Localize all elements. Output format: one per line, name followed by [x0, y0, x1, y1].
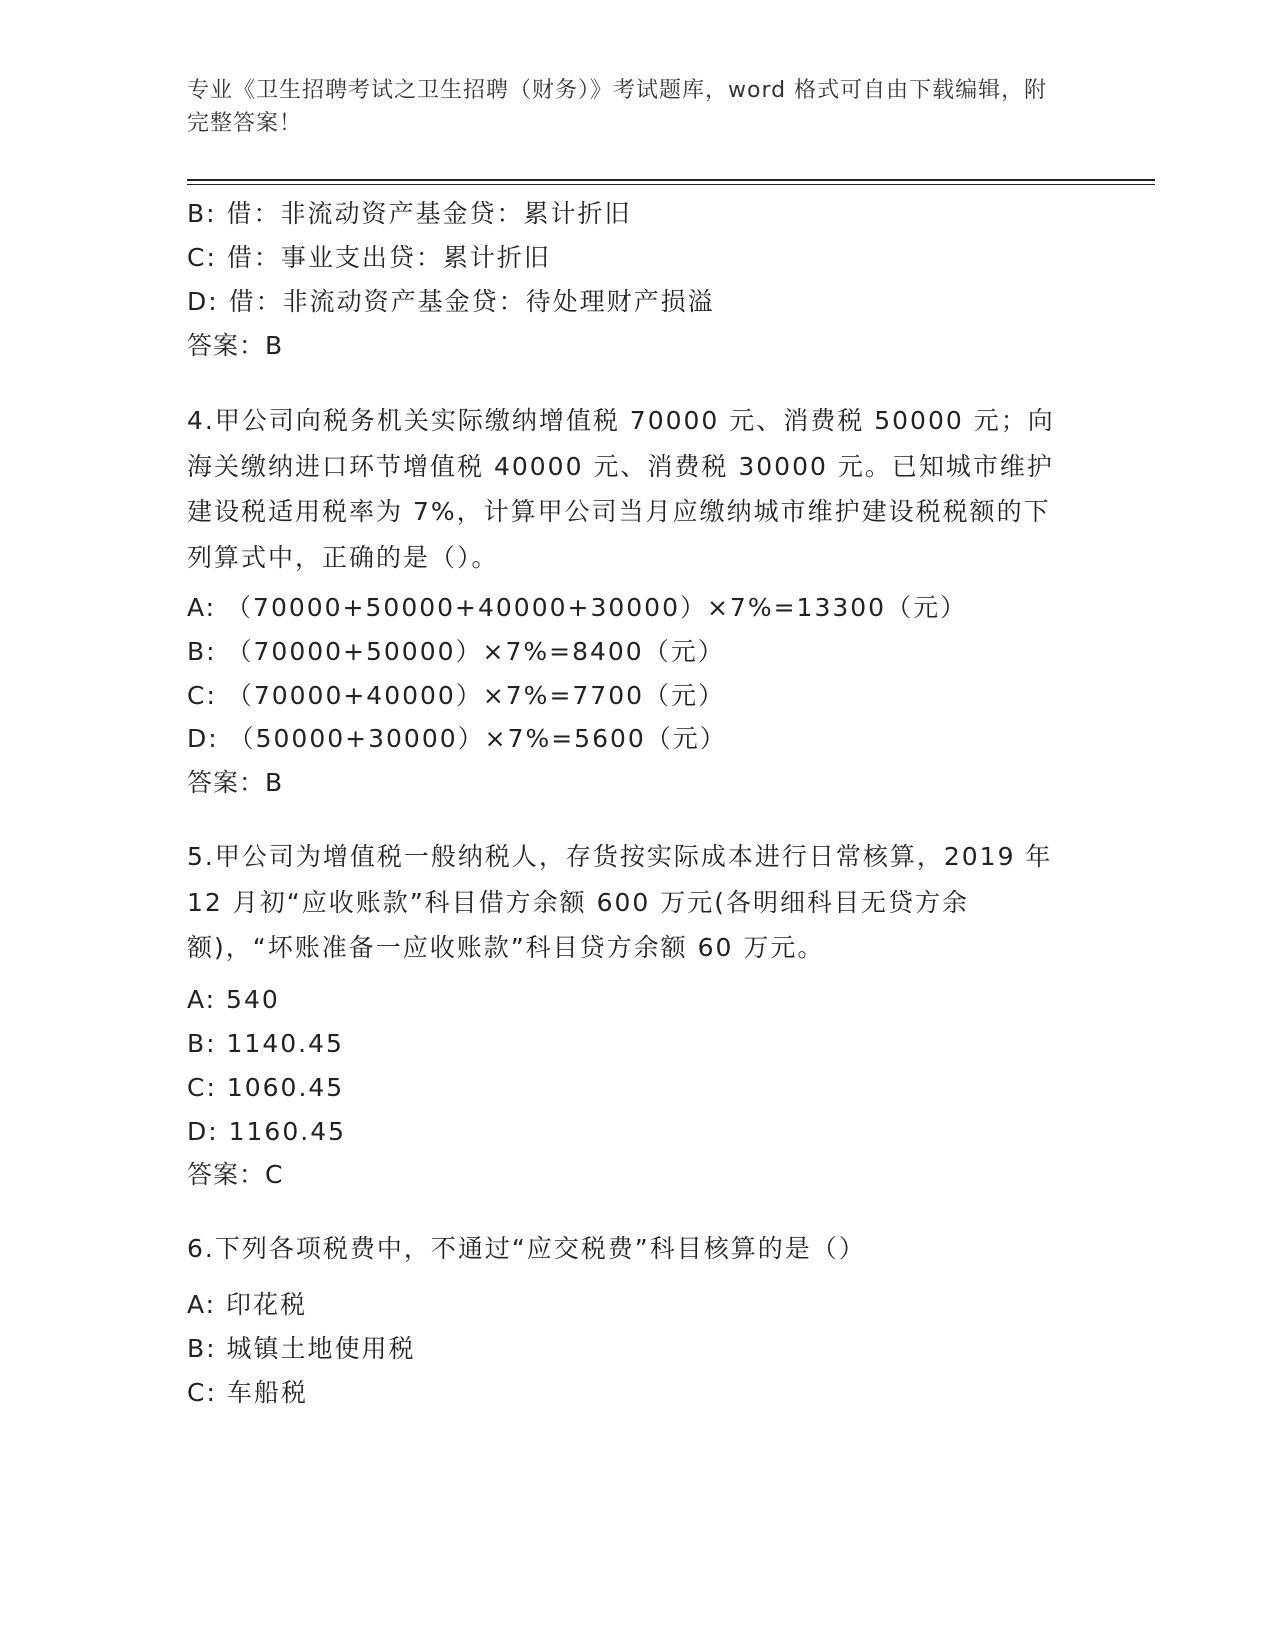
q3-answer: 答案：B	[187, 331, 284, 360]
q4-option-d: D: （50000+30000）×7%=5600（元）	[187, 724, 727, 753]
header-divider-thick	[187, 179, 1155, 181]
q5-option-d: D: 1160.45	[187, 1117, 347, 1146]
q5-answer: 答案：C	[187, 1160, 284, 1189]
q3-option-b: B: 借：非流动资产基金贷：累计折旧	[187, 199, 632, 228]
q4-option-a: A: （70000+50000+40000+30000）×7%=13300（元）	[187, 593, 968, 622]
q6-option-c: C: 车船税	[187, 1378, 308, 1407]
q5-option-b: B: 1140.45	[187, 1029, 344, 1058]
q5-question-text: 5.甲公司为增值税一般纳税人，存货按实际成本进行日常核算，2019 年 12 月初“应收账款”科目借方余额 600 万元(各明细科目无贷方余额)，“坏账准备一应收账款”科目贷方余额 60 万元。	[187, 842, 1053, 962]
q4-answer: 答案：B	[187, 768, 284, 797]
q3-option-d: D: 借：非流动资产基金贷：待处理财产损溢	[187, 287, 715, 316]
q6-option-a: A: 印花税	[187, 1290, 308, 1319]
q4-question-text: 4.甲公司向税务机关实际缴纳增值税 70000 元、消费税 50000 元；向海关缴纳进口环节增值税 40000 元、消费税 30000 元。已知城市维护建设税适用税率为 7%，计算甲公司当月应缴纳城市维护建设税税额的下列算式中，正确的是（）。	[187, 406, 1055, 572]
q6-question-text: 6.下列各项税费中，不通过“应交税费”科目核算的是（）	[187, 1234, 866, 1263]
q3-option-c: C: 借：事业支出贷：累计折旧	[187, 243, 551, 272]
q5-option-a: A: 540	[187, 985, 280, 1014]
q6-option-b: B: 城镇土地使用税	[187, 1334, 416, 1363]
document-header-title: 专业《卫生招聘考试之卫生招聘（财务）》考试题库，word 格式可自由下载编辑，附完整答案！	[187, 78, 1048, 136]
header-divider-thin	[187, 184, 1155, 185]
q4-option-b: B: （70000+50000）×7%=8400（元）	[187, 637, 725, 666]
q5-option-c: C: 1060.45	[187, 1073, 345, 1102]
q4-option-c: C: （70000+40000）×7%=7700（元）	[187, 681, 726, 710]
